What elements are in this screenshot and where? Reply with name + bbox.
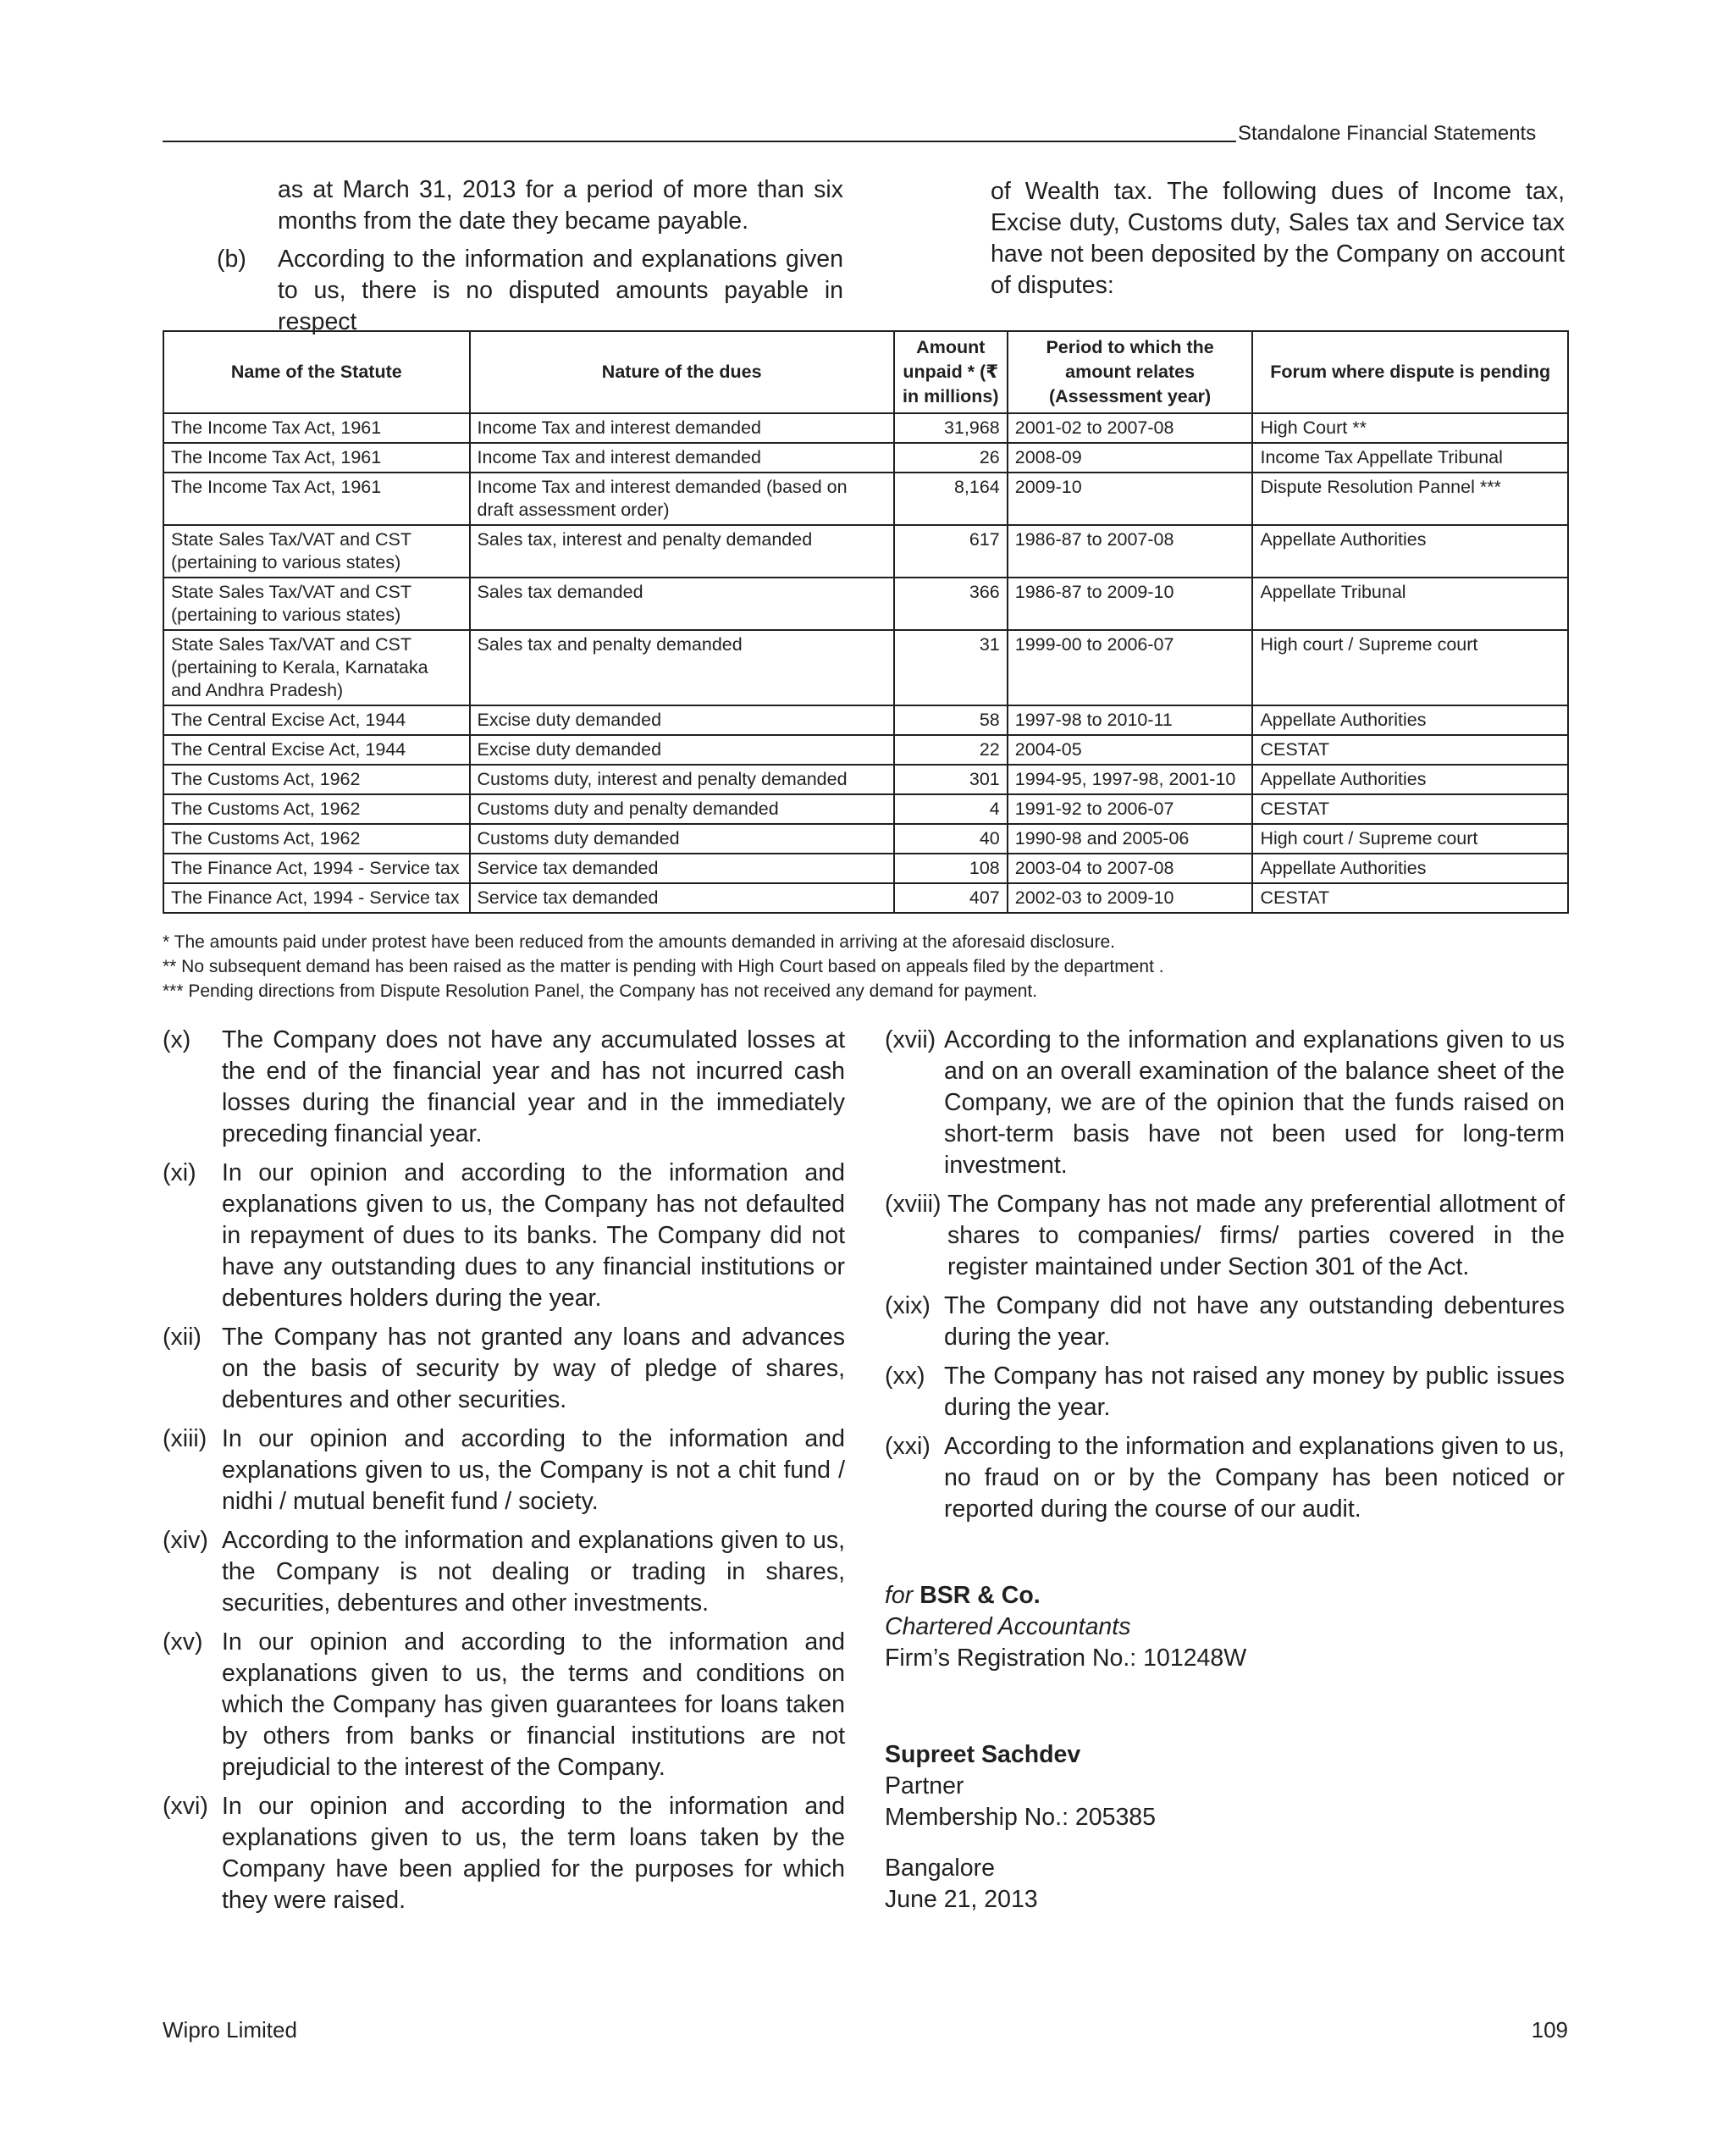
list-item <box>163 1525 845 1619</box>
running-header: Standalone Financial Statements <box>1238 122 1537 145</box>
cell-forum: High court / Supreme court <box>1252 630 1568 705</box>
item-text: In our opinion and according to the information and explanations given to us, the Company is not a chit fund / nidhi / mutual benefit fund / society. <box>222 1425 845 1515</box>
firm-registration: Firm’s Registration No.: 101248W <box>885 1645 1247 1672</box>
header-statute: Name of the Statute <box>163 331 470 413</box>
cell-statute: The Customs Act, 1962 <box>163 765 470 794</box>
wealth-tax-paragraph: of Wealth tax. The following dues of Income tax, Excise duty, Customs duty, Sales tax and Service tax have not been deposited by the Company on account of disputes: <box>991 178 1565 299</box>
signing-date: June 21, 2013 <box>885 1886 1038 1913</box>
header-amount: Amount unpaid * (₹ in millions) <box>894 331 1008 413</box>
cell-nature: Income Tax and interest demanded <box>470 413 894 443</box>
table-row <box>163 443 1568 473</box>
cell-period: 2002-03 to 2009-10 <box>1008 883 1253 913</box>
header-forum: Forum where dispute is pending <box>1252 331 1568 413</box>
cell-nature: Excise duty demanded <box>470 735 894 765</box>
cell-statute: The Income Tax Act, 1961 <box>163 473 470 525</box>
item-number: (xv) <box>163 1628 203 1656</box>
list-item <box>885 1431 1565 1525</box>
cell-statute: State Sales Tax/VAT and CST (pertaining to various states) <box>163 525 470 578</box>
item-text: According to the information and explanations given to us, the Company is not dealing or trading in shares, securities, debentures and other investments. <box>222 1527 845 1617</box>
footnote: ** No subsequent demand has been raised as the matter is pending with High Court based on appeals filed by the department . <box>163 957 1164 976</box>
item-text: The Company has not made any preferential allotment of shares to companies/ firms/ parties covered in the register maintained under Section 301 of the Act. <box>947 1191 1565 1280</box>
cell-nature: Customs duty, interest and penalty demanded <box>470 765 894 794</box>
item-number: (xxi) <box>885 1433 931 1460</box>
table-row <box>163 578 1568 630</box>
cell-period: 2001-02 to 2007-08 <box>1008 413 1253 443</box>
cell-period: 1990-98 and 2005-06 <box>1008 824 1253 854</box>
cell-amount: 301 <box>894 765 1008 794</box>
table-row <box>163 473 1568 525</box>
continuation-text: as at March 31, 2013 for a period of more than six months from the date they became payable. <box>278 176 843 235</box>
firm-name: BSR & Co. <box>919 1582 1041 1609</box>
list-item <box>163 1025 845 1150</box>
cell-nature: Customs duty and penalty demanded <box>470 794 894 824</box>
list-item <box>885 1025 1565 1181</box>
cell-nature: Sales tax and penalty demanded <box>470 630 894 705</box>
header-period: Period to which the amount relates (Assessment year) <box>1008 331 1253 413</box>
cell-period: 1999-00 to 2006-07 <box>1008 630 1253 705</box>
item-number: (xvi) <box>163 1793 208 1820</box>
cell-forum: High court / Supreme court <box>1252 824 1568 854</box>
cell-amount: 31 <box>894 630 1008 705</box>
cell-forum: Appellate Authorities <box>1252 705 1568 735</box>
list-item <box>885 1361 1565 1424</box>
cell-forum: CESTAT <box>1252 735 1568 765</box>
cell-forum: Appellate Authorities <box>1252 854 1568 883</box>
cell-amount: 366 <box>894 578 1008 630</box>
cell-period: 2009-10 <box>1008 473 1253 525</box>
item-b-text: According to the information and explanations given to us, there is no disputed amounts payable in respect <box>278 246 843 335</box>
item-a-continuation <box>163 174 843 237</box>
cell-period: 1994-95, 1997-98, 2001-10 <box>1008 765 1253 794</box>
cell-statute: The Finance Act, 1994 - Service tax <box>163 854 470 883</box>
cell-nature: Service tax demanded <box>470 883 894 913</box>
partner-title: Partner <box>885 1772 964 1799</box>
cell-forum: CESTAT <box>1252 883 1568 913</box>
item-text: In our opinion and according to the information and explanations given to us, the Company has not defaulted in repayment of dues to its banks. The Company did not have any outstanding dues to any financial institutions or debentures holders during the year. <box>222 1159 845 1312</box>
cell-forum: Appellate Authorities <box>1252 525 1568 578</box>
item-text: The Company does not have any accumulated losses at the end of the financial year and has not incurred cash losses during the financial year and in the immediately preceding financial year. <box>222 1026 845 1147</box>
item-number: (xix) <box>885 1292 931 1319</box>
partner-name: Supreet Sachdev <box>885 1741 1081 1768</box>
signing-place: Bangalore <box>885 1855 995 1882</box>
cell-statute: The Customs Act, 1962 <box>163 824 470 854</box>
cell-amount: 8,164 <box>894 473 1008 525</box>
table-row <box>163 794 1568 824</box>
cell-statute: The Income Tax Act, 1961 <box>163 443 470 473</box>
cell-forum: Appellate Authorities <box>1252 765 1568 794</box>
cell-amount: 108 <box>894 854 1008 883</box>
cell-statute: The Income Tax Act, 1961 <box>163 413 470 443</box>
cell-nature: Excise duty demanded <box>470 705 894 735</box>
cell-nature: Income Tax and interest demanded (based on draft assessment order) <box>470 473 894 525</box>
item-text: The Company did not have any outstanding debentures during the year. <box>944 1292 1565 1351</box>
table-row <box>163 705 1568 735</box>
cell-period: 2004-05 <box>1008 735 1253 765</box>
page-number: 109 <box>1531 2017 1568 2043</box>
table-row <box>163 525 1568 578</box>
table-header-row <box>163 331 1568 413</box>
cell-amount: 58 <box>894 705 1008 735</box>
disputed-dues-table <box>163 330 1569 914</box>
cell-period: 2008-09 <box>1008 443 1253 473</box>
cell-nature: Customs duty demanded <box>470 824 894 854</box>
cell-amount: 4 <box>894 794 1008 824</box>
cell-amount: 22 <box>894 735 1008 765</box>
item-number: (xiii) <box>163 1425 207 1452</box>
cell-amount: 26 <box>894 443 1008 473</box>
item-number: (xiv) <box>163 1527 208 1554</box>
signature-place-block <box>885 1853 1038 1916</box>
table-row <box>163 765 1568 794</box>
item-text: The Company has not granted any loans and advances on the basis of security by way of pledge of shares, debentures and other securities. <box>222 1324 845 1413</box>
list-item <box>163 1791 845 1916</box>
cell-nature: Sales tax, interest and penalty demanded <box>470 525 894 578</box>
table-footnotes <box>163 930 1568 1003</box>
item-text: In our opinion and according to the information and explanations given to us, the term loans taken by the Company have been applied for the purposes for which they were raised. <box>222 1793 845 1914</box>
cell-period: 1986-87 to 2009-10 <box>1008 578 1253 630</box>
item-text: In our opinion and according to the information and explanations given to us, the terms and conditions on which the Company has given guarantees for loans taken by others from banks or financial institutions are not prejudicial to the interest of the Company. <box>222 1628 845 1781</box>
list-item <box>885 1291 1565 1353</box>
table-row <box>163 854 1568 883</box>
cell-statute: The Customs Act, 1962 <box>163 794 470 824</box>
header-nature: Nature of the dues <box>470 331 894 413</box>
cell-statute: The Finance Act, 1994 - Service tax <box>163 883 470 913</box>
table-row <box>163 883 1568 913</box>
item-text: The Company has not raised any money by public issues during the year. <box>944 1363 1565 1421</box>
cell-nature: Sales tax demanded <box>470 578 894 630</box>
footnote: *** Pending directions from Dispute Resolution Panel, the Company has not received any demand for payment. <box>163 981 1038 1001</box>
cell-period: 1991-92 to 2006-07 <box>1008 794 1253 824</box>
table-row <box>163 824 1568 854</box>
signature-firm-block <box>885 1580 1246 1674</box>
cell-amount: 617 <box>894 525 1008 578</box>
top-left-column <box>163 174 843 346</box>
cell-amount: 31,968 <box>894 413 1008 443</box>
cell-forum: Income Tax Appellate Tribunal <box>1252 443 1568 473</box>
cell-statute: State Sales Tax/VAT and CST (pertaining to various states) <box>163 578 470 630</box>
item-number: (xx) <box>885 1363 925 1390</box>
list-item <box>163 1424 845 1517</box>
cell-period: 1986-87 to 2007-08 <box>1008 525 1253 578</box>
membership-number: Membership No.: 205385 <box>885 1804 1157 1831</box>
bottom-left-column <box>163 1025 845 1924</box>
cell-amount: 40 <box>894 824 1008 854</box>
list-item <box>163 1627 845 1783</box>
signature-partner-block <box>885 1739 1156 1833</box>
cell-forum: Dispute Resolution Pannel *** <box>1252 473 1568 525</box>
item-number: (xviii) <box>885 1191 942 1218</box>
cell-statute: The Central Excise Act, 1944 <box>163 735 470 765</box>
cell-forum: High Court ** <box>1252 413 1568 443</box>
cell-forum: CESTAT <box>1252 794 1568 824</box>
footnote: * The amounts paid under protest have been reduced from the amounts demanded in arriving at the aforesaid disclosure. <box>163 932 1115 952</box>
for-word: for <box>885 1582 914 1609</box>
cell-period: 2003-04 to 2007-08 <box>1008 854 1253 883</box>
top-right-column <box>991 176 1565 301</box>
cell-nature: Income Tax and interest demanded <box>470 443 894 473</box>
table-row <box>163 413 1568 443</box>
item-number: (xi) <box>163 1159 196 1186</box>
item-number: (x) <box>163 1026 191 1053</box>
item-number: (xii) <box>163 1324 202 1351</box>
table-row <box>163 630 1568 705</box>
list-item <box>885 1189 1565 1283</box>
table-row <box>163 735 1568 765</box>
item-b-number: (b) <box>217 246 246 273</box>
cell-forum: Appellate Tribunal <box>1252 578 1568 630</box>
bottom-right-column <box>885 1025 1565 1533</box>
cell-nature: Service tax demanded <box>470 854 894 883</box>
cell-amount: 407 <box>894 883 1008 913</box>
footer-company: Wipro Limited <box>163 2017 297 2043</box>
list-item <box>163 1158 845 1314</box>
item-text: According to the information and explanations given to us, no fraud on or by the Company has been noticed or reported during the course of our audit. <box>944 1433 1565 1523</box>
list-item <box>163 1322 845 1416</box>
item-b <box>163 244 843 338</box>
item-number: (xvii) <box>885 1026 936 1053</box>
firm-type: Chartered Accountants <box>885 1613 1131 1640</box>
cell-period: 1997-98 to 2010-11 <box>1008 705 1253 735</box>
cell-statute: The Central Excise Act, 1944 <box>163 705 470 735</box>
item-text: According to the information and explanations given to us and on an overall examination of the balance sheet of the Company, we are of the opinion that the funds raised on short-term basis have not been used for long-term investment. <box>944 1026 1565 1179</box>
header-rule <box>163 141 1236 142</box>
cell-statute: State Sales Tax/VAT and CST (pertaining to Kerala, Karnataka and Andhra Pradesh) <box>163 630 470 705</box>
firm-line <box>885 1580 1246 1611</box>
